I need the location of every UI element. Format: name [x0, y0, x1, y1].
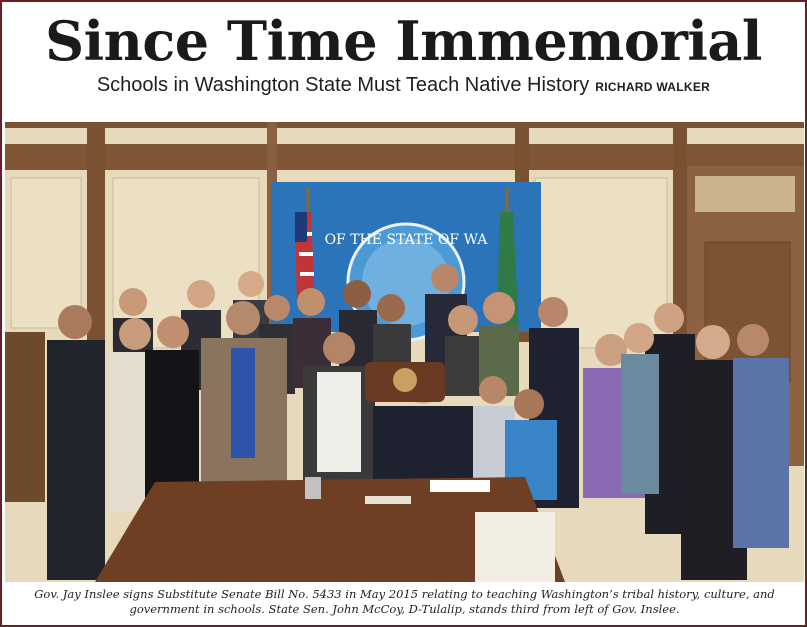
flag-seal-text: OF THE STATE OF WA [324, 232, 488, 248]
byline: RICHARD WALKER [595, 80, 711, 94]
photo-caption: Gov. Jay Inslee signs Substitute Senate Bill No. 5433 in May 2015 relating to teaching Washington’s tribal history, culture, and government in schools. State Sen. John McCoy, D-Tulalip, stands third from left of Gov. Inslee. [34, 587, 775, 616]
subtitle: Schools in Washington State Must Teach Native History [96, 74, 590, 96]
photo-illustration [5, 122, 804, 582]
headline: Since Time Immemorial [45, 9, 762, 73]
bill-signing-photo [5, 122, 804, 582]
subtitle-line [2, 74, 805, 97]
